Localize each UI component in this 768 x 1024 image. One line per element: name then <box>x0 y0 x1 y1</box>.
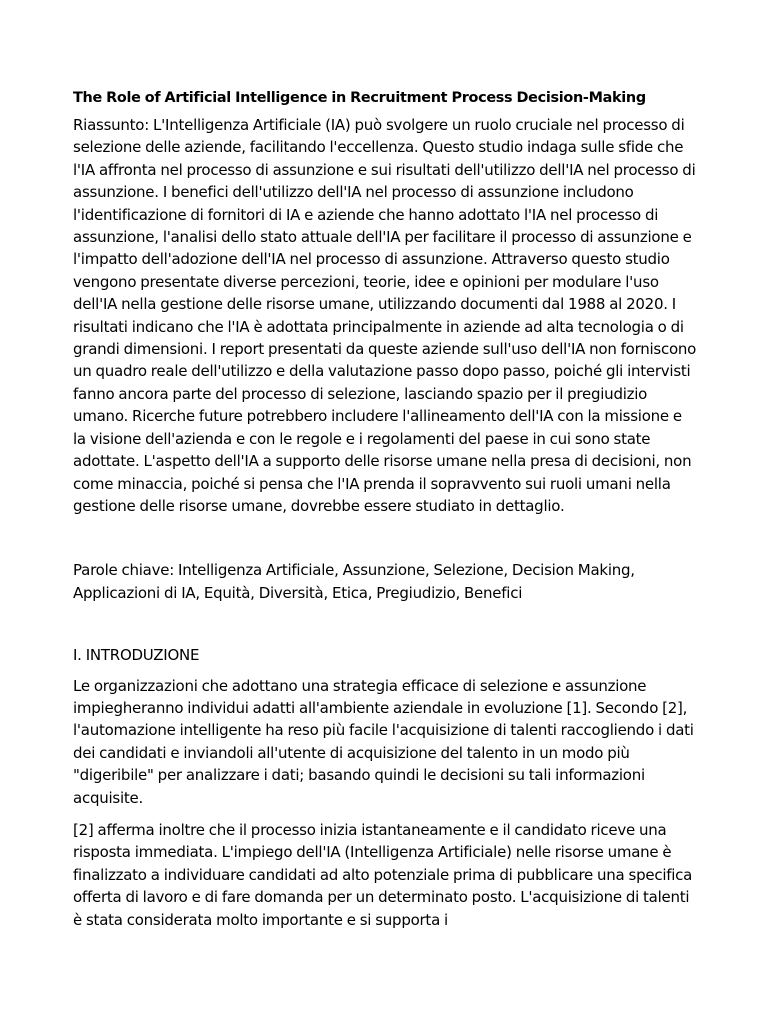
body-paragraph-1: Le organizzazioni che adottano una strategia efficace di selezione e assunzione impiegheranno individui adatti all'ambiente aziendale in evoluzione [1]. Secondo [2], l'automazione intelligente ha reso più facile l'acquisizione di talenti raccogliendo i dati dei candidati e inviandoli all'utente di acquisizione del talento in un modo più "digeribile" per analizzare i dati; basando quindi le decisioni su tali informazioni acquisite. <box>73 676 694 807</box>
abstract-paragraph: Riassunto: L'Intelligenza Artificiale (IA) può svolgere un ruolo cruciale nel processo di selezione delle aziende, facilitando l'eccellenza. Questo studio indaga sulle sfide che l'IA affronta nel processo di assunzione e sui risultati dell'utilizzo dell'IA nel processo di assunzione. I benefici dell'utilizzo dell'IA nel processo di assunzione includono l'identificazione di fornitori di IA e aziende che hanno adottato l'IA nel processo di assunzione, l'analisi dello stato attuale dell'IA per facilitare il processo di assunzione e l'impatto dell'adozione dell'IA nel processo di assunzione. Attraverso questo studio vengono presentate diverse percezioni, teorie, idee e opinioni per modulare l'uso dell'IA nella gestione delle risorse umane, utilizzando documenti dal 1988 al 2020. I risultati indicano che l'IA è adottata principalmente in aziende ad alta tecnologia o di grandi dimensioni. I report presentati da queste aziende sull'uso dell'IA non forniscono un quadro reale dell'utilizzo e della valutazione passo dopo passo, poiché gli intervisti fanno ancora parte del processo di selezione, lasciando spazio per il pregiudizio umano. Ricerche future potrebbero includere l'allineamento dell'IA con la missione e la visione dell'azienda e con le regole e i regolamenti del paese in cui sono state adottate. L'aspetto dell'IA a supporto delle risorse umane nella presa di decisioni, non come minaccia, poiché si pensa che l'IA prenda il sopravvento sui ruoli umani nella gestione delle risorse umane, dovrebbe essere studiato in dettaglio. <box>73 116 697 515</box>
document-page <box>73 88 698 931</box>
keywords-paragraph: Parole chiave: Intelligenza Artificiale, Assunzione, Selezione, Decision Making, Applicazioni di IA, Equità, Diversità, Etica, Pregiudizio, Benefici <box>73 561 635 602</box>
body-paragraph-2: [2] afferma inoltre che il processo inizia istantaneamente e il candidato riceve una risposta immediata. L'impiego dell'IA (Intelligenza Artificiale) nelle risorse umane è finalizzato a individuare candidati ad alto potenziale prima di pubblicare una specifica offerta di lavoro e di fare domanda per un determinato posto. L'acquisizione di talenti è stata considerata molto importante e si supporta i <box>73 820 693 929</box>
document-title: The Role of Artificial Intelligence in Recruitment Process Decision-Making <box>73 90 646 106</box>
section-heading: I. INTRODUZIONE <box>73 646 200 665</box>
